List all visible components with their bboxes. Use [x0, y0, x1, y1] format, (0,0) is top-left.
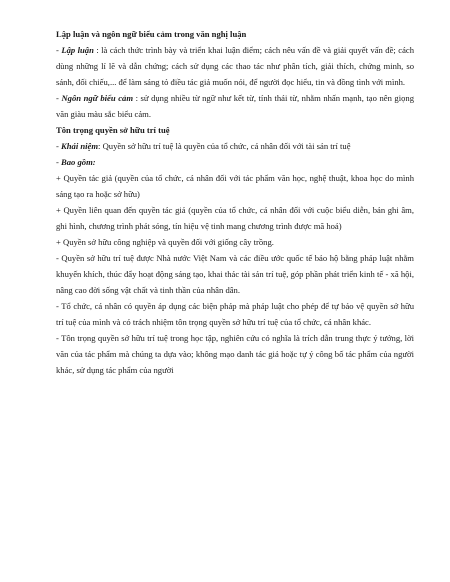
list-item-related-rights: + Quyền liên quan đến quyền tác giả (quyền của tổ chức, cá nhân đối với cuộc biểu diễn, bản ghi âm, ghi hình, chương trình phát sóng, tín hiệu vệ tinh mang chương trình được mã hoá) — [56, 205, 414, 231]
list-item-copyright: + Quyền tác giả (quyền của tổ chức, cá nhân đối với tác phẩm văn học, nghệ thuật, khoa học do mình sáng tạo ra hoặc sở hữu) — [56, 173, 414, 199]
paragraph-argument-text: : là cách thức trình bày và triển khai luận điểm; cách nêu vấn đề và giải quyết vấn đề; cách dùng những lí lẽ và dẫn chứng; cách sử dụng các thao tác như phân tích, giải thích, chứng minh, so sánh, đối chiếu,... để làm sáng tỏ điều tác giả muốn nói, để người đọc hiểu, tin và đồng tình với mình. — [56, 45, 414, 87]
heading-argument-expressive-language: Lập luận và ngôn ngữ biểu cảm trong văn nghị luận — [56, 29, 247, 39]
paragraph-concept: - Khái niệm: Quyền sở hữu trí tuệ là quyền của tổ chức, cá nhân đối với tài sản trí tuệ — [56, 141, 351, 151]
paragraph-includes: - Bao gồm: — [56, 157, 96, 167]
term-expressive-language: Ngôn ngữ biểu cảm — [61, 93, 134, 103]
paragraph-state-protection: - Quyền sở hữu trí tuệ được Nhà nước Việt Nam và các điều ước quốc tế bảo hộ bằng pháp luật nhằm khuyến khích, thúc đẩy hoạt động sáng tạo, khai thác tài sản trí tuệ, góp phần phát triển kinh tế - xã hội, nâng cao đời sống vật chất và tinh thần của nhân dân. — [56, 253, 414, 295]
paragraph-expressive-language-text: : sử dụng nhiều từ ngữ như kết từ, tính thái từ, nhằm nhấn mạnh, tạo nên giọng văn giàu màu sắc biểu cảm. — [56, 93, 415, 119]
paragraph-concept-text: : Quyền sở hữu trí tuệ là quyền của tổ chức, cá nhân đối với tài sản trí tuệ — [98, 141, 351, 151]
term-argument: Lập luận — [61, 45, 94, 55]
paragraph-expressive-language: - Ngôn ngữ biểu cảm : sử dụng nhiều từ ngữ như kết từ, tính thái từ, nhằm nhấn mạnh, tạo nên giọng văn giàu màu sắc biểu cảm. — [56, 93, 415, 119]
paragraph-self-protection: - Tổ chức, cá nhân có quyền áp dụng các biện pháp mà pháp luật cho phép để tự bảo vệ quyền sở hữu trí tuệ của mình và có trách nhiệm tôn trọng quyền sở hữu trí tuệ của tổ chức, cá nhân khác. — [56, 301, 414, 327]
term-includes: Bao gồm: — [61, 157, 96, 167]
paragraph-respect-in-study: - Tôn trọng quyền sở hữu trí tuệ trong học tập, nghiên cứu có nghĩa là trích dẫn trung thực ý tưởng, lời văn của tác phẩm mà chúng ta dựa vào; không mạo danh tác giả hoặc tự ý công bố tác phẩm của người khác, sử dụng tác phẩm của người — [56, 333, 414, 375]
heading-intellectual-property: Tôn trọng quyền sở hữu trí tuệ — [56, 125, 170, 135]
paragraph-argument: - Lập luận : là cách thức trình bày và triển khai luận điểm; cách nêu vấn đề và giải quyết vấn đề; cách dùng những lí lẽ và dẫn chứng; cách sử dụng các thao tác như phân tích, giải thích, chứng minh, so sánh, đối chiếu,... để làm sáng tỏ điều tác giả muốn nói, để người đọc hiểu, tin và đồng tình với mình. — [56, 45, 414, 87]
term-concept: Khái niệm — [61, 141, 99, 151]
list-item-industrial-property: + Quyền sở hữu công nghiệp và quyền đối với giống cây trồng. — [56, 237, 274, 247]
